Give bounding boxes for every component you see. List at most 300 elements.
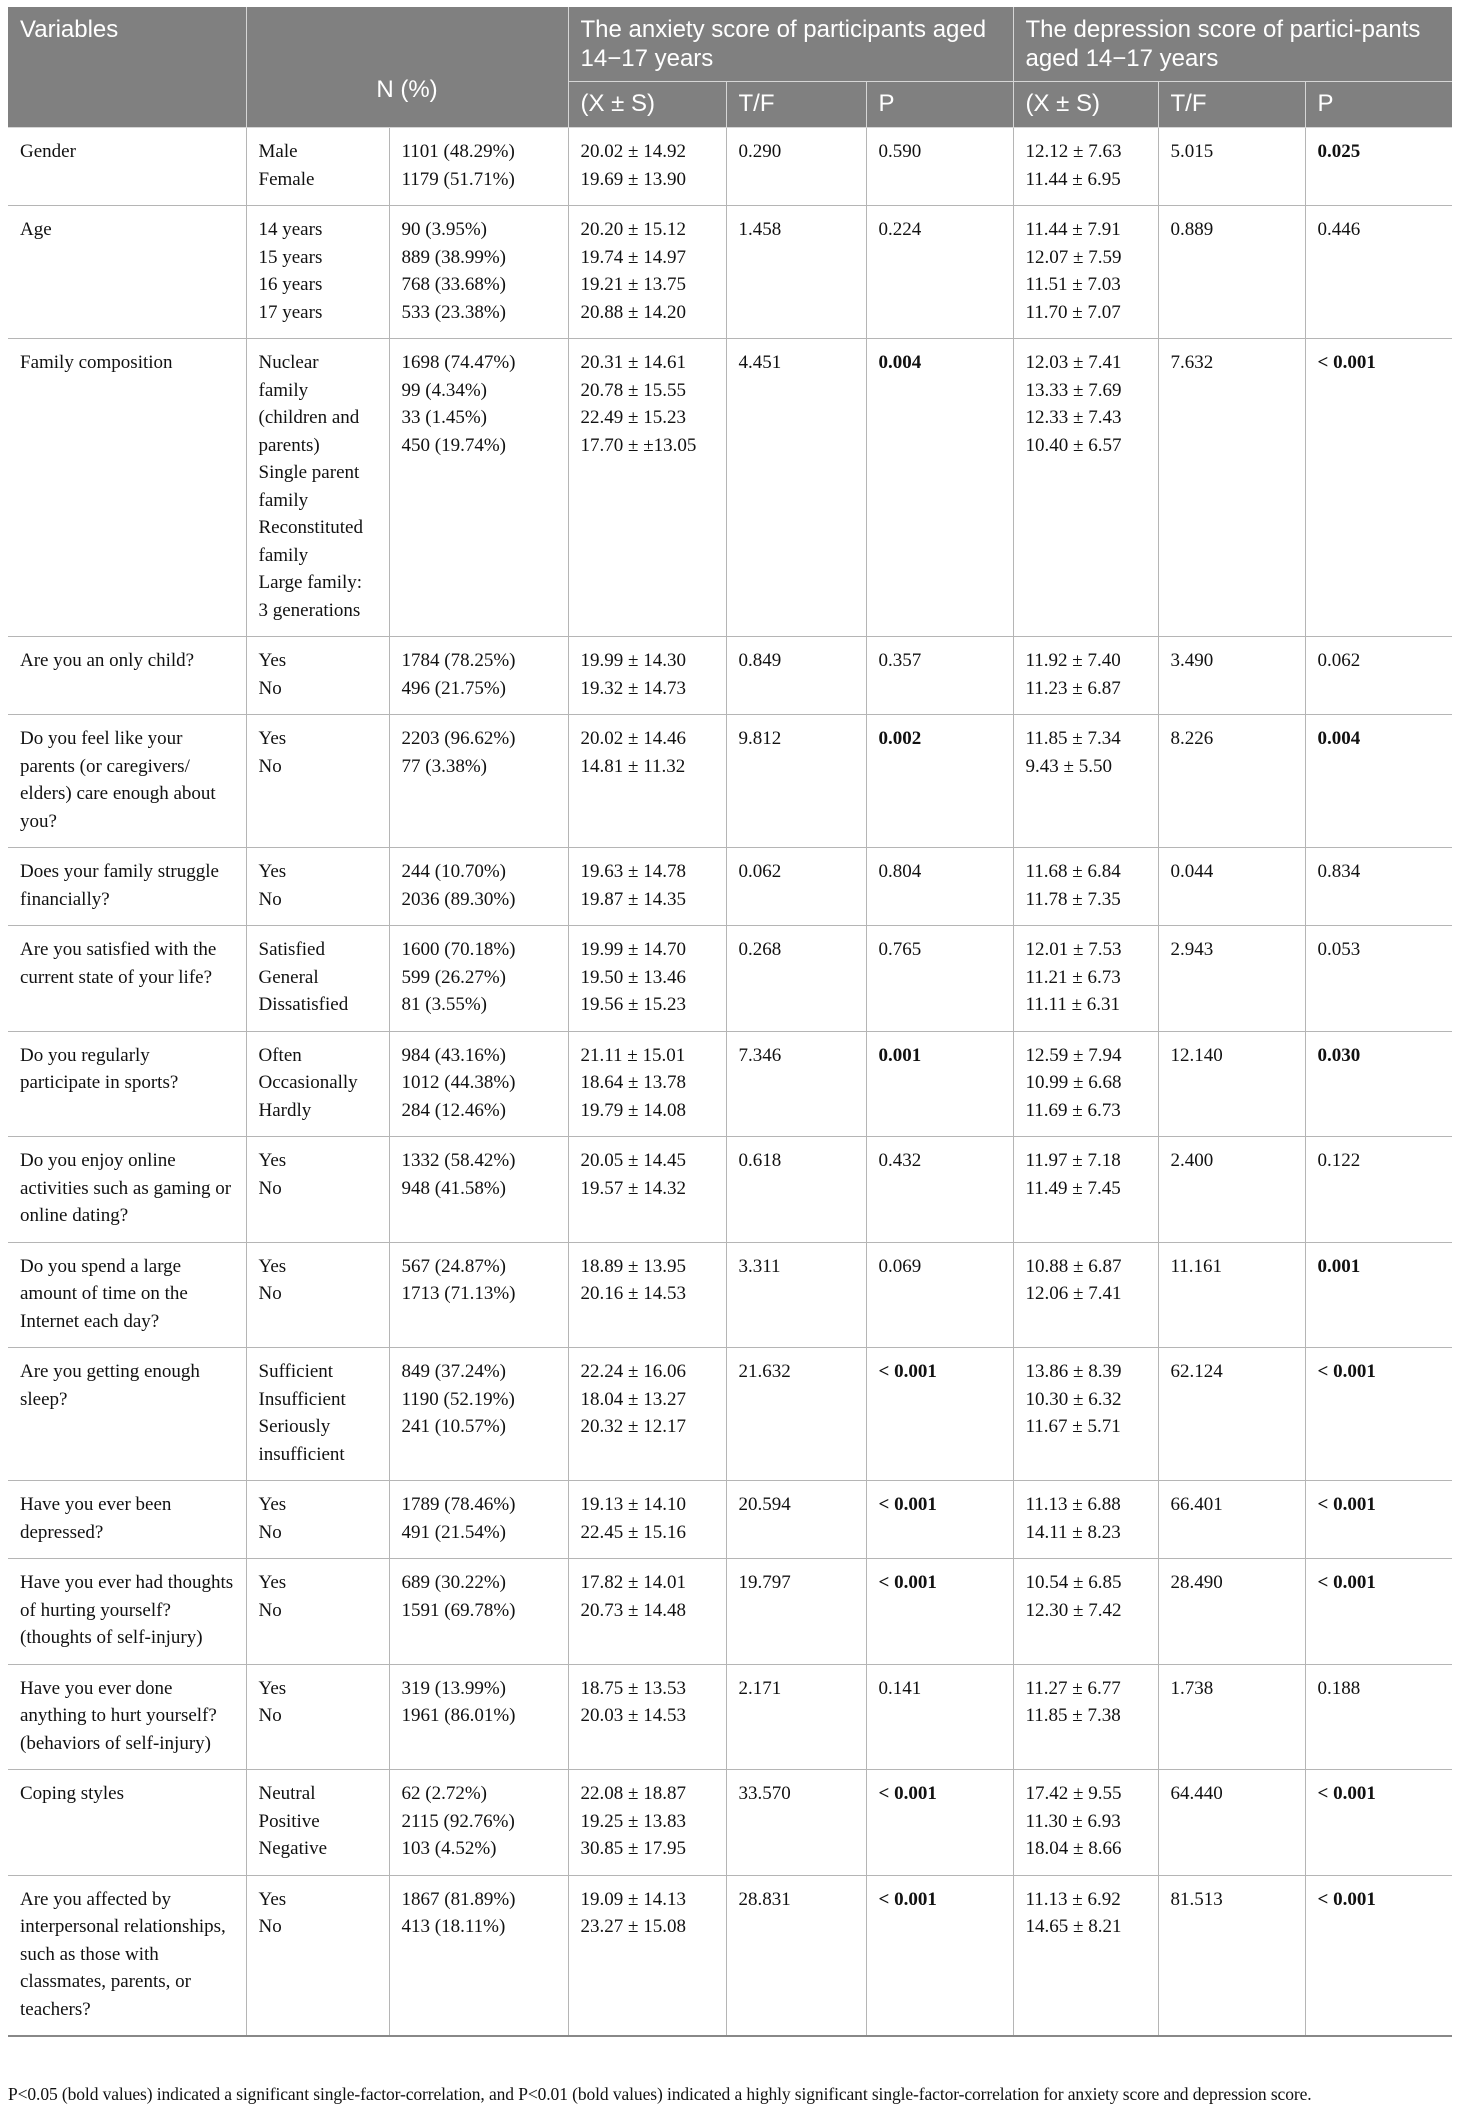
level-cell-line: insufficient xyxy=(258,1443,345,1465)
level-cell-line: No xyxy=(258,1283,282,1304)
level-cell-line: family xyxy=(258,379,309,401)
level-cell-line: No xyxy=(258,1705,282,1726)
n-percent-cell-line: 1332 (58.42%) xyxy=(401,1150,516,1171)
depression-tf-cell: 64.440 xyxy=(1158,1770,1305,1876)
n-percent-cell-line: 90 (3.95%) xyxy=(401,219,487,240)
anxiety-mean-sd-cell-line: 19.74 ± 14.97 xyxy=(580,246,686,268)
depression-tf-cell: 0.044 xyxy=(1158,848,1305,926)
depression-p-cell: 0.834 xyxy=(1305,848,1452,926)
anxiety-p-cell: 0.002 xyxy=(866,715,1013,848)
header-depression: The depression score of partici-pants aged 14−17 years xyxy=(1013,7,1452,82)
depression-tf-cell: 5.015 xyxy=(1158,128,1305,206)
anxiety-tf-cell: 9.812 xyxy=(726,715,866,848)
header-n-percent: N (%) xyxy=(246,7,568,128)
anxiety-mean-sd-cell-line: 19.09 ± 14.13 xyxy=(580,1888,686,1910)
level-cell-line: Yes xyxy=(258,728,287,749)
anxiety-p-cell: 0.224 xyxy=(866,206,1013,339)
level-cell-line: Negative xyxy=(258,1838,328,1859)
level-cell-line: 17 years xyxy=(258,301,323,323)
depression-p-cell: < 0.001 xyxy=(1305,1481,1452,1559)
level-cell-line: No xyxy=(258,1177,282,1199)
n-percent-cell xyxy=(389,1875,568,2036)
variable-cell: Do you regularly participate in sports? xyxy=(8,1031,246,1137)
table-row xyxy=(8,715,1452,848)
variable-cell: Have you ever done anything to hurt yourself? (behaviors of self-injury) xyxy=(8,1664,246,1770)
level-cell-line: Nuclear xyxy=(258,352,319,373)
n-percent-cell-line: 1101 (48.29%) xyxy=(401,141,515,162)
depression-mean-sd-cell xyxy=(1013,1559,1158,1665)
level-cell-line: Yes xyxy=(258,1572,287,1593)
level-cell-line: Single parent xyxy=(258,462,360,483)
variable-cell: Do you enjoy online activities such as gaming or online dating? xyxy=(8,1137,246,1243)
depression-mean-sd-cell-line: 13.86 ± 8.39 xyxy=(1025,1361,1122,1382)
variable-cell: Do you feel like your parents (or caregivers/ elders) care enough about you? xyxy=(8,715,246,848)
table-row xyxy=(8,1875,1452,2036)
anxiety-mean-sd-cell xyxy=(568,1348,726,1481)
depression-p-cell: < 0.001 xyxy=(1305,1770,1452,1876)
anxiety-mean-sd-cell xyxy=(568,1559,726,1665)
anxiety-tf-cell: 1.458 xyxy=(726,206,866,339)
depression-mean-sd-cell xyxy=(1013,339,1158,637)
level-cell xyxy=(246,926,389,1032)
n-percent-cell xyxy=(389,1242,568,1348)
table-row xyxy=(8,128,1452,206)
depression-mean-sd-cell-line: 11.85 ± 7.38 xyxy=(1025,1705,1121,1726)
depression-mean-sd-cell xyxy=(1013,715,1158,848)
anxiety-tf-cell: 7.346 xyxy=(726,1031,866,1137)
anxiety-mean-sd-cell xyxy=(568,1770,726,1876)
depression-mean-sd-cell-line: 11.44 ± 6.95 xyxy=(1025,168,1121,190)
anxiety-mean-sd-cell xyxy=(568,715,726,848)
anxiety-mean-sd-cell xyxy=(568,1664,726,1770)
level-cell xyxy=(246,637,389,715)
table-body xyxy=(8,128,1452,2037)
n-percent-cell-line: 491 (21.54%) xyxy=(401,1521,506,1543)
level-cell-line: No xyxy=(258,755,282,777)
anxiety-mean-sd-cell-line: 20.78 ± 15.55 xyxy=(580,379,686,401)
depression-mean-sd-cell xyxy=(1013,848,1158,926)
depression-p-cell: < 0.001 xyxy=(1305,1559,1452,1665)
level-cell-line: No xyxy=(258,888,282,910)
level-cell-line: Yes xyxy=(258,1677,287,1699)
depression-p-cell: 0.446 xyxy=(1305,206,1452,339)
depression-mean-sd-cell xyxy=(1013,1137,1158,1243)
level-cell xyxy=(246,1031,389,1137)
depression-mean-sd-cell xyxy=(1013,1481,1158,1559)
n-percent-cell-line: 1179 (51.71%) xyxy=(401,168,515,190)
anxiety-tf-cell: 4.451 xyxy=(726,339,866,637)
level-cell xyxy=(246,1481,389,1559)
anxiety-mean-sd-cell-line: 19.56 ± 15.23 xyxy=(580,994,686,1015)
n-percent-cell-line: 1591 (69.78%) xyxy=(401,1599,516,1621)
level-cell-line: Yes xyxy=(258,1255,287,1277)
anxiety-mean-sd-cell xyxy=(568,1481,726,1559)
level-cell-line: parents) xyxy=(258,434,320,456)
n-percent-cell-line: 1600 (70.18%) xyxy=(401,939,516,960)
table-row xyxy=(8,339,1452,637)
n-percent-cell-line: 244 (10.70%) xyxy=(401,861,506,882)
depression-mean-sd-cell-line: 12.07 ± 7.59 xyxy=(1025,246,1122,268)
level-cell xyxy=(246,1664,389,1770)
anxiety-p-cell: < 0.001 xyxy=(866,1559,1013,1665)
anxiety-p-cell: 0.590 xyxy=(866,128,1013,206)
table-footnote: P<0.05 (bold values) indicated a significant single-factor-correlation, and P<0.01 (bold values) indicated a highly significant single-factor-correlation for anxiety score and depression score. xyxy=(8,2084,1312,2104)
level-cell-line: Insufficient xyxy=(258,1388,346,1410)
anxiety-mean-sd-cell-line: 18.64 ± 13.78 xyxy=(580,1072,686,1093)
n-percent-cell xyxy=(389,1031,568,1137)
anxiety-p-cell: 0.432 xyxy=(866,1137,1013,1243)
n-percent-cell-line: 889 (38.99%) xyxy=(401,246,506,268)
anxiety-p-cell: < 0.001 xyxy=(866,1875,1013,2036)
anxiety-mean-sd-cell-line: 17.70 ± ±13.05 xyxy=(580,434,697,456)
table-row xyxy=(8,848,1452,926)
n-percent-cell xyxy=(389,1481,568,1559)
n-percent-cell xyxy=(389,206,568,339)
n-percent-cell xyxy=(389,637,568,715)
n-percent-cell xyxy=(389,848,568,926)
anxiety-mean-sd-cell-line: 19.21 ± 13.75 xyxy=(580,274,686,295)
anxiety-mean-sd-cell-line: 20.16 ± 14.53 xyxy=(580,1283,686,1304)
table-row xyxy=(8,926,1452,1032)
depression-mean-sd-cell xyxy=(1013,1348,1158,1481)
depression-mean-sd-cell-line: 10.40 ± 6.57 xyxy=(1025,434,1122,456)
anxiety-mean-sd-cell-line: 19.87 ± 14.35 xyxy=(580,888,686,910)
anxiety-mean-sd-cell-line: 21.11 ± 15.01 xyxy=(580,1044,686,1066)
depression-mean-sd-cell-line: 11.13 ± 6.92 xyxy=(1025,1888,1121,1910)
anxiety-mean-sd-cell-line: 22.24 ± 16.06 xyxy=(580,1361,686,1382)
depression-p-cell: 0.053 xyxy=(1305,926,1452,1032)
variable-cell: Family composition xyxy=(8,339,246,637)
depression-tf-cell: 2.400 xyxy=(1158,1137,1305,1243)
anxiety-tf-cell: 3.311 xyxy=(726,1242,866,1348)
variable-cell: Have you ever been depressed? xyxy=(8,1481,246,1559)
table-row xyxy=(8,1664,1452,1770)
anxiety-mean-sd-cell xyxy=(568,128,726,206)
level-cell xyxy=(246,339,389,637)
table-row xyxy=(8,1559,1452,1665)
n-percent-cell-line: 948 (41.58%) xyxy=(401,1177,506,1199)
depression-mean-sd-cell-line: 12.12 ± 7.63 xyxy=(1025,141,1122,162)
n-percent-cell-line: 599 (26.27%) xyxy=(401,966,506,988)
level-cell-line: Satisfied xyxy=(258,939,325,960)
depression-mean-sd-cell-line: 10.99 ± 6.68 xyxy=(1025,1072,1122,1093)
level-cell-line: Neutral xyxy=(258,1783,316,1804)
anxiety-mean-sd-cell-line: 20.05 ± 14.45 xyxy=(580,1150,686,1171)
anxiety-mean-sd-cell xyxy=(568,1242,726,1348)
depression-mean-sd-cell-line: 12.06 ± 7.41 xyxy=(1025,1283,1122,1304)
level-cell-line: Hardly xyxy=(258,1099,312,1121)
level-cell-line: Yes xyxy=(258,650,287,671)
anxiety-mean-sd-cell-line: 20.20 ± 15.12 xyxy=(580,219,686,240)
level-cell-line: Occasionally xyxy=(258,1072,358,1093)
depression-tf-cell: 12.140 xyxy=(1158,1031,1305,1137)
n-percent-cell-line: 1698 (74.47%) xyxy=(401,352,516,373)
n-percent-cell-line: 1012 (44.38%) xyxy=(401,1072,516,1093)
level-cell-line: Reconstituted xyxy=(258,517,363,538)
level-cell-line: 16 years xyxy=(258,274,323,295)
depression-mean-sd-cell xyxy=(1013,1031,1158,1137)
n-percent-cell xyxy=(389,339,568,637)
level-cell xyxy=(246,1770,389,1876)
level-cell-line: No xyxy=(258,1599,282,1621)
n-percent-cell-line: 77 (3.38%) xyxy=(401,755,487,777)
n-percent-cell-line: 1867 (81.89%) xyxy=(401,1888,516,1910)
depression-mean-sd-cell-line: 12.30 ± 7.42 xyxy=(1025,1599,1122,1621)
n-percent-cell-line: 33 (1.45%) xyxy=(401,407,487,428)
depression-tf-cell: 62.124 xyxy=(1158,1348,1305,1481)
anxiety-mean-sd-cell-line: 18.04 ± 13.27 xyxy=(580,1388,686,1410)
anxiety-mean-sd-cell-line: 20.73 ± 14.48 xyxy=(580,1599,686,1621)
variable-cell: Gender xyxy=(8,128,246,206)
depression-mean-sd-cell-line: 11.97 ± 7.18 xyxy=(1025,1150,1121,1171)
anxiety-mean-sd-cell-line: 19.99 ± 14.30 xyxy=(580,650,686,671)
anxiety-tf-cell: 2.171 xyxy=(726,1664,866,1770)
n-percent-cell-line: 241 (10.57%) xyxy=(401,1416,506,1437)
anxiety-p-cell: < 0.001 xyxy=(866,1481,1013,1559)
anxiety-p-cell: < 0.001 xyxy=(866,1348,1013,1481)
depression-mean-sd-cell xyxy=(1013,637,1158,715)
level-cell-line: Seriously xyxy=(258,1416,331,1437)
level-cell xyxy=(246,206,389,339)
level-cell-line: Yes xyxy=(258,1494,287,1515)
variable-cell: Are you satisfied with the current state of your life? xyxy=(8,926,246,1032)
depression-p-cell: 0.062 xyxy=(1305,637,1452,715)
anxiety-mean-sd-cell xyxy=(568,1031,726,1137)
variable-cell: Are you getting enough sleep? xyxy=(8,1348,246,1481)
depression-tf-cell: 2.943 xyxy=(1158,926,1305,1032)
subheader-depression-tf: T/F xyxy=(1158,82,1305,128)
anxiety-mean-sd-cell-line: 20.02 ± 14.92 xyxy=(580,141,686,162)
depression-mean-sd-cell-line: 12.01 ± 7.53 xyxy=(1025,939,1122,960)
anxiety-p-cell: 0.765 xyxy=(866,926,1013,1032)
depression-mean-sd-cell-line: 10.54 ± 6.85 xyxy=(1025,1572,1122,1593)
subheader-anxiety-p: P xyxy=(866,82,1013,128)
n-percent-cell-line: 62 (2.72%) xyxy=(401,1783,487,1804)
depression-mean-sd-cell xyxy=(1013,206,1158,339)
depression-p-cell: < 0.001 xyxy=(1305,1348,1452,1481)
subheader-anxiety-mean-sd: (X ± S) xyxy=(568,82,726,128)
depression-mean-sd-cell-line: 12.59 ± 7.94 xyxy=(1025,1044,1122,1066)
n-percent-cell xyxy=(389,1137,568,1243)
depression-mean-sd-cell-line: 11.78 ± 7.35 xyxy=(1025,888,1121,910)
level-cell-line: Yes xyxy=(258,1150,287,1171)
depression-tf-cell: 28.490 xyxy=(1158,1559,1305,1665)
depression-mean-sd-cell-line: 11.70 ± 7.07 xyxy=(1025,301,1121,323)
anxiety-mean-sd-cell-line: 19.50 ± 13.46 xyxy=(580,966,686,988)
level-cell-line: Large family: xyxy=(258,572,363,593)
depression-p-cell: 0.030 xyxy=(1305,1031,1452,1137)
anxiety-mean-sd-cell-line: 30.85 ± 17.95 xyxy=(580,1838,686,1859)
anxiety-p-cell: 0.004 xyxy=(866,339,1013,637)
anxiety-mean-sd-cell-line: 19.69 ± 13.90 xyxy=(580,168,686,190)
level-cell-line: General xyxy=(258,966,319,988)
header-row xyxy=(8,7,1452,82)
level-cell-line: Female xyxy=(258,168,315,190)
depression-tf-cell: 3.490 xyxy=(1158,637,1305,715)
depression-mean-sd-cell-line: 13.33 ± 7.69 xyxy=(1025,379,1122,401)
n-percent-cell-line: 413 (18.11%) xyxy=(401,1916,506,1937)
depression-p-cell: < 0.001 xyxy=(1305,1875,1452,2036)
anxiety-tf-cell: 28.831 xyxy=(726,1875,866,2036)
level-cell xyxy=(246,1137,389,1243)
depression-mean-sd-cell xyxy=(1013,1664,1158,1770)
anxiety-mean-sd-cell xyxy=(568,637,726,715)
depression-p-cell: 0.004 xyxy=(1305,715,1452,848)
anxiety-mean-sd-cell xyxy=(568,848,726,926)
anxiety-mean-sd-cell xyxy=(568,206,726,339)
table-row xyxy=(8,1242,1452,1348)
anxiety-mean-sd-cell-line: 22.49 ± 15.23 xyxy=(580,407,686,428)
anxiety-mean-sd-cell-line: 20.88 ± 14.20 xyxy=(580,301,686,323)
anxiety-tf-cell: 0.062 xyxy=(726,848,866,926)
table-row xyxy=(8,1137,1452,1243)
anxiety-tf-cell: 33.570 xyxy=(726,1770,866,1876)
anxiety-mean-sd-cell-line: 17.82 ± 14.01 xyxy=(580,1572,686,1593)
n-percent-cell-line: 2203 (96.62%) xyxy=(401,728,516,749)
anxiety-tf-cell: 20.594 xyxy=(726,1481,866,1559)
n-percent-cell-line: 849 (37.24%) xyxy=(401,1361,506,1382)
n-percent-cell xyxy=(389,715,568,848)
level-cell-line: No xyxy=(258,677,282,699)
level-cell-line: (children and xyxy=(258,407,360,428)
n-percent-cell xyxy=(389,926,568,1032)
level-cell-line: No xyxy=(258,1521,282,1543)
table-row xyxy=(8,1770,1452,1876)
level-cell-line: 15 years xyxy=(258,246,323,268)
n-percent-cell-line: 567 (24.87%) xyxy=(401,1255,506,1277)
level-cell xyxy=(246,128,389,206)
n-percent-cell-line: 2115 (92.76%) xyxy=(401,1810,515,1832)
depression-mean-sd-cell-line: 11.85 ± 7.34 xyxy=(1025,728,1121,749)
depression-tf-cell: 8.226 xyxy=(1158,715,1305,848)
anxiety-tf-cell: 0.618 xyxy=(726,1137,866,1243)
n-percent-cell-line: 1713 (71.13%) xyxy=(401,1283,516,1304)
n-percent-cell-line: 768 (33.68%) xyxy=(401,274,506,295)
anxiety-tf-cell: 0.290 xyxy=(726,128,866,206)
depression-mean-sd-cell-line: 11.30 ± 6.93 xyxy=(1025,1810,1121,1832)
depression-tf-cell: 0.889 xyxy=(1158,206,1305,339)
depression-mean-sd-cell-line: 10.88 ± 6.87 xyxy=(1025,1255,1122,1277)
depression-mean-sd-cell-line: 11.68 ± 6.84 xyxy=(1025,861,1121,882)
anxiety-mean-sd-cell-line: 19.13 ± 14.10 xyxy=(580,1494,686,1515)
depression-tf-cell: 1.738 xyxy=(1158,1664,1305,1770)
anxiety-p-cell: < 0.001 xyxy=(866,1770,1013,1876)
depression-mean-sd-cell-line: 11.49 ± 7.45 xyxy=(1025,1177,1121,1199)
n-percent-cell xyxy=(389,1559,568,1665)
depression-mean-sd-cell-line: 10.30 ± 6.32 xyxy=(1025,1388,1122,1410)
level-cell-line: Positive xyxy=(258,1810,320,1832)
n-percent-cell-line: 284 (12.46%) xyxy=(401,1099,506,1121)
anxiety-mean-sd-cell-line: 19.57 ± 14.32 xyxy=(580,1177,686,1199)
depression-mean-sd-cell-line: 11.51 ± 7.03 xyxy=(1025,274,1121,295)
level-cell-line: Dissatisfied xyxy=(258,994,349,1015)
anxiety-p-cell: 0.141 xyxy=(866,1664,1013,1770)
anxiety-mean-sd-cell-line: 20.32 ± 12.17 xyxy=(580,1416,686,1437)
level-cell-line: 14 years xyxy=(258,219,323,240)
depression-mean-sd-cell-line: 11.11 ± 6.31 xyxy=(1025,994,1121,1015)
depression-mean-sd-cell-line: 11.21 ± 6.73 xyxy=(1025,966,1121,988)
level-cell-line: No xyxy=(258,1916,282,1937)
depression-p-cell: 0.188 xyxy=(1305,1664,1452,1770)
table-row xyxy=(8,637,1452,715)
level-cell xyxy=(246,848,389,926)
level-cell xyxy=(246,1242,389,1348)
n-percent-cell-line: 496 (21.75%) xyxy=(401,677,506,699)
variable-cell: Have you ever had thoughts of hurting yourself? (thoughts of self-injury) xyxy=(8,1559,246,1665)
depression-mean-sd-cell-line: 11.23 ± 6.87 xyxy=(1025,677,1121,699)
anxiety-mean-sd-cell-line: 19.25 ± 13.83 xyxy=(580,1810,686,1832)
level-cell xyxy=(246,1559,389,1665)
results-table xyxy=(8,7,1452,2037)
depression-mean-sd-cell xyxy=(1013,926,1158,1032)
anxiety-p-cell: 0.001 xyxy=(866,1031,1013,1137)
n-percent-cell-line: 984 (43.16%) xyxy=(401,1044,506,1066)
depression-tf-cell: 7.632 xyxy=(1158,339,1305,637)
depression-tf-cell: 81.513 xyxy=(1158,1875,1305,2036)
anxiety-mean-sd-cell-line: 23.27 ± 15.08 xyxy=(580,1916,686,1937)
n-percent-cell-line: 1190 (52.19%) xyxy=(401,1388,515,1410)
subheader-anxiety-tf: T/F xyxy=(726,82,866,128)
level-cell xyxy=(246,1348,389,1481)
depression-mean-sd-cell-line: 11.13 ± 6.88 xyxy=(1025,1494,1121,1515)
n-percent-cell xyxy=(389,128,568,206)
n-percent-cell xyxy=(389,1770,568,1876)
depression-mean-sd-cell-line: 11.69 ± 6.73 xyxy=(1025,1099,1121,1121)
depression-p-cell: 0.025 xyxy=(1305,128,1452,206)
variable-cell: Are you an only child? xyxy=(8,637,246,715)
n-percent-cell-line: 1789 (78.46%) xyxy=(401,1494,516,1515)
n-percent-cell-line: 450 (19.74%) xyxy=(401,434,506,456)
anxiety-mean-sd-cell-line: 22.45 ± 15.16 xyxy=(580,1521,686,1543)
variable-cell: Coping styles xyxy=(8,1770,246,1876)
n-percent-cell-line: 1961 (86.01%) xyxy=(401,1705,516,1726)
level-cell-line: Sufficient xyxy=(258,1361,334,1382)
anxiety-mean-sd-cell xyxy=(568,1875,726,2036)
level-cell xyxy=(246,715,389,848)
n-percent-cell xyxy=(389,1664,568,1770)
anxiety-p-cell: 0.804 xyxy=(866,848,1013,926)
n-percent-cell-line: 1784 (78.25%) xyxy=(401,650,516,671)
depression-tf-cell: 11.161 xyxy=(1158,1242,1305,1348)
anxiety-mean-sd-cell-line: 19.32 ± 14.73 xyxy=(580,677,686,699)
level-cell xyxy=(246,1875,389,2036)
anxiety-tf-cell: 19.797 xyxy=(726,1559,866,1665)
depression-mean-sd-cell-line: 11.44 ± 7.91 xyxy=(1025,219,1121,240)
anxiety-p-cell: 0.069 xyxy=(866,1242,1013,1348)
anxiety-mean-sd-cell xyxy=(568,339,726,637)
depression-mean-sd-cell-line: 9.43 ± 5.50 xyxy=(1025,755,1112,777)
header-variables: Variables xyxy=(8,7,246,128)
anxiety-mean-sd-cell xyxy=(568,1137,726,1243)
n-percent-cell-line: 2036 (89.30%) xyxy=(401,888,516,910)
depression-mean-sd-cell-line: 18.04 ± 8.66 xyxy=(1025,1838,1122,1859)
n-percent-cell-line: 103 (4.52%) xyxy=(401,1838,497,1859)
anxiety-tf-cell: 0.268 xyxy=(726,926,866,1032)
level-cell-line: family xyxy=(258,544,309,566)
depression-mean-sd-cell-line: 11.67 ± 5.71 xyxy=(1025,1416,1121,1437)
n-percent-cell-line: 533 (23.38%) xyxy=(401,301,506,323)
anxiety-mean-sd-cell-line: 19.99 ± 14.70 xyxy=(580,939,686,960)
level-cell-line: 3 generations xyxy=(258,599,361,621)
depression-p-cell: 0.001 xyxy=(1305,1242,1452,1348)
n-percent-cell-line: 81 (3.55%) xyxy=(401,994,487,1015)
anxiety-p-cell: 0.357 xyxy=(866,637,1013,715)
subheader-depression-p: P xyxy=(1305,82,1452,128)
level-cell-line: Male xyxy=(258,141,298,162)
depression-tf-cell: 66.401 xyxy=(1158,1481,1305,1559)
depression-mean-sd-cell xyxy=(1013,1875,1158,2036)
depression-mean-sd-cell-line: 14.11 ± 8.23 xyxy=(1025,1521,1121,1543)
